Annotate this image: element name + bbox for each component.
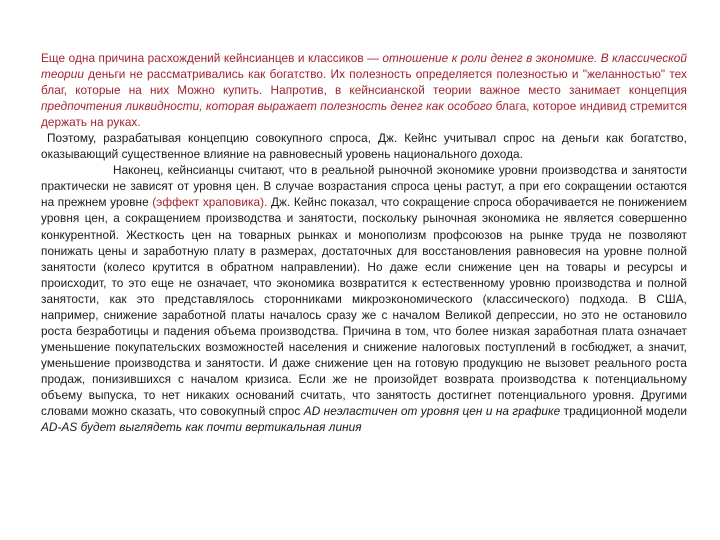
text-segment: Еще одна причина расхождений кейнсианцев и классиков — [41, 51, 383, 65]
paragraph-money-role [41, 50, 687, 130]
emphasis-segment: предпочтения ликвидности, которая выражает полезность денег как особого [41, 99, 493, 114]
text-segment: Дж. Кейнс показал, что сокращение спроса оборачивается не понижением уровня цен, а сокращением производства и занятости, поскольку рыночная экономика не является совершенно конкурентной. Жесткость цен на товарных рынках и монополизм профсоюзов на рынке труда не позволяют понижать цены и заработную плату в размерах, достаточных для восстановления равновесия на уровне полной занятости (колесо крутится в обратном направлении). Но даже если снижение цен на товары и ресурсы и происходит, то это еще не означает, что экономика возвратится к естественному уровню производства и полной занятости, как это представлялось сторонниками микроэкономического (классического) подхода. В США, например, снижение заработной платы началось сразу же с началом Великой депрессии, но это не остановило роста безработицы и падения объема производства. Причина в том, что более низкая заработная плата означает уменьшение покупательских возможностей населения и снижение налоговых поступлений в госбюджет, а значит, уменьшение производства и занятости. И даже снижение цен на готовую продукцию не вызовет реального роста продаж, понизившихся с началом кризиса. Если же не произойдет возврата производства к потенциальному объему выпуска, то нет никаких оснований считать, что занятость достигнет потенциального уровня. Другими словами можно сказать, что совокупный спрос [41, 195, 687, 419]
text-segment: традиционной модели [560, 404, 688, 419]
text-segment: Поэтому, разрабатывая концепцию совокупного спроса, Дж. Кейнс учитывал спрос на деньги как богатство, оказывающий существенное влияние на равновесный уровень национального дохода. [41, 131, 687, 162]
paragraph-price-rigidity [41, 162, 687, 435]
emphasis-segment: AD-AS будет выглядеть как почти вертикальная линия [41, 420, 362, 435]
emphasis-segment: отношение к роли денег в экономике. В классической теории [41, 51, 688, 82]
text-segment: блага, которое индивид стремится держать на руках. [41, 99, 687, 130]
text-segment: Наконец, кейнсианцы считают, что в реальной рыночной экономике уровни производства и занятости практически не зависят от уровня цен. В случае возрастания спроса цены растут, а при его сокращении остаются на прежнем уровне [41, 163, 687, 210]
document-body [41, 50, 687, 435]
paragraph-aggregate-demand [41, 130, 687, 162]
text-segment: деньги не рассматривались как богатство. Их полезность определяется полезностью и "желанностью" тех благ, которые на них Можно купить. Напротив, в кейнсианской теории важное место занимает концепция [41, 67, 687, 98]
highlight-segment: (эффект храповика). [152, 195, 268, 210]
emphasis-segment: AD неэластичен от уровня цен и на графике [303, 404, 561, 419]
